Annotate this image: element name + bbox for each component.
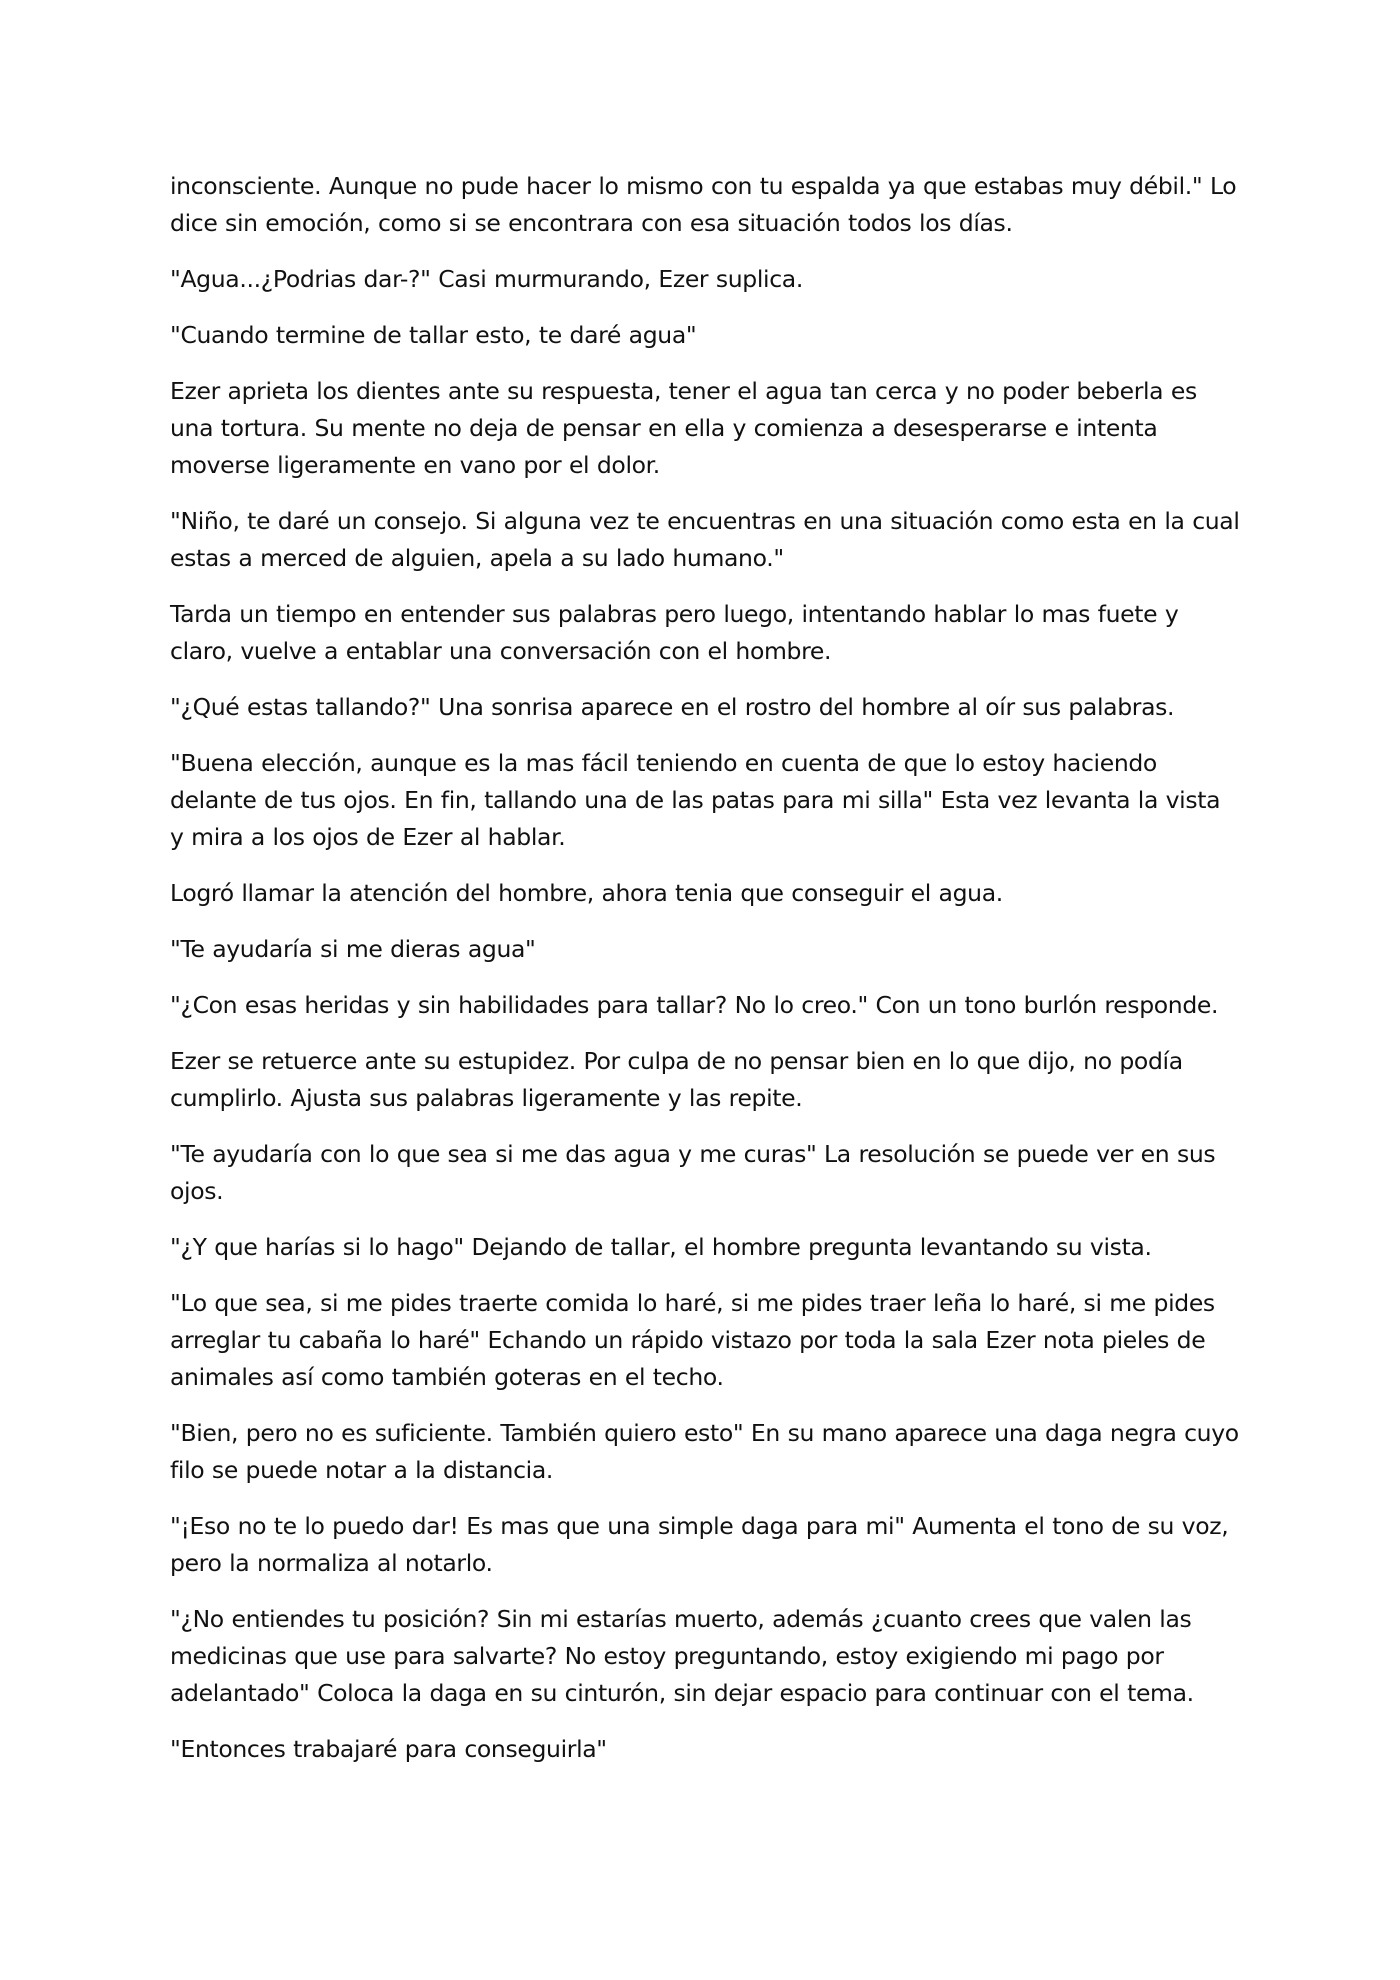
paragraph-12: Ezer se retuerce ante su estupidez. Por culpa de no pensar bien en lo que dijo, no podía cumplirlo. Ajusta sus palabras ligeramente y las repite. — [170, 1047, 1183, 1112]
paragraph-16: "Bien, pero no es suficiente. También quiero esto" En su mano aparece una daga negra cuyo filo se puede notar a la distancia. — [170, 1419, 1239, 1484]
paragraph-2: "Agua...¿Podrias dar-?" Casi murmurando, Ezer suplica. — [170, 265, 803, 293]
paragraph-11: "¿Con esas heridas y sin habilidades para tallar? No lo creo." Con un tono burlón responde. — [170, 991, 1219, 1019]
paragraph-3: "Cuando termine de tallar esto, te daré agua" — [170, 321, 697, 349]
paragraph-14: "¿Y que harías si lo hago" Dejando de tallar, el hombre pregunta levantando su vista. — [170, 1233, 1152, 1261]
paragraph-9: Logró llamar la atención del hombre, ahora tenia que conseguir el agua. — [170, 879, 1003, 907]
paragraph-8: "Buena elección, aunque es la mas fácil teniendo en cuenta de que lo estoy haciendo delante de tus ojos. En fin, tallando una de las patas para mi silla" Esta vez levanta la vista y mira a los ojos de Ezer al hablar. — [170, 749, 1221, 851]
paragraph-17: "¡Eso no te lo puedo dar! Es mas que una simple daga para mi" Aumenta el tono de su voz, pero la normaliza al notarlo. — [170, 1512, 1229, 1577]
paragraph-4: Ezer aprieta los dientes ante su respuesta, tener el agua tan cerca y no poder beberla es una tortura. Su mente no deja de pensar en ella y comienza a desesperarse e intenta moverse ligeramente en vano por el dolor. — [170, 377, 1197, 479]
paragraph-5: "Niño, te daré un consejo. Si alguna vez te encuentras en una situación como esta en la cual estas a merced de alguien, apela a su lado humano." — [170, 507, 1240, 572]
paragraph-1: inconsciente. Aunque no pude hacer lo mismo con tu espalda ya que estabas muy débil." Lo dice sin emoción, como si se encontrara con esa situación todos los días. — [170, 172, 1237, 237]
paragraph-10: "Te ayudaría si me dieras agua" — [170, 935, 536, 963]
paragraph-13: "Te ayudaría con lo que sea si me das agua y me curas" La resolución se puede ver en sus ojos. — [170, 1140, 1216, 1205]
paragraph-15: "Lo que sea, si me pides traerte comida lo haré, si me pides traer leña lo haré, si me pides arreglar tu cabaña lo haré" Echando un rápido vistazo por toda la sala Ezer nota pieles de animales así como también goteras en el techo. — [170, 1289, 1215, 1391]
paragraph-7: "¿Qué estas tallando?" Una sonrisa aparece en el rostro del hombre al oír sus palabras. — [170, 693, 1175, 721]
paragraph-19: "Entonces trabajaré para conseguirla" — [170, 1735, 607, 1763]
paragraph-6: Tarda un tiempo en entender sus palabras pero luego, intentando hablar lo mas fuete y claro, vuelve a entablar una conversación con el hombre. — [170, 600, 1179, 665]
paragraph-18: "¿No entiendes tu posición? Sin mi estarías muerto, además ¿cuanto crees que valen las medicinas que use para salvarte? No estoy preguntando, estoy exigiendo mi pago por adelantado" Coloca la daga en su cinturón, sin dejar espacio para continuar con el tema. — [170, 1605, 1194, 1707]
document-body — [170, 168, 1240, 1787]
